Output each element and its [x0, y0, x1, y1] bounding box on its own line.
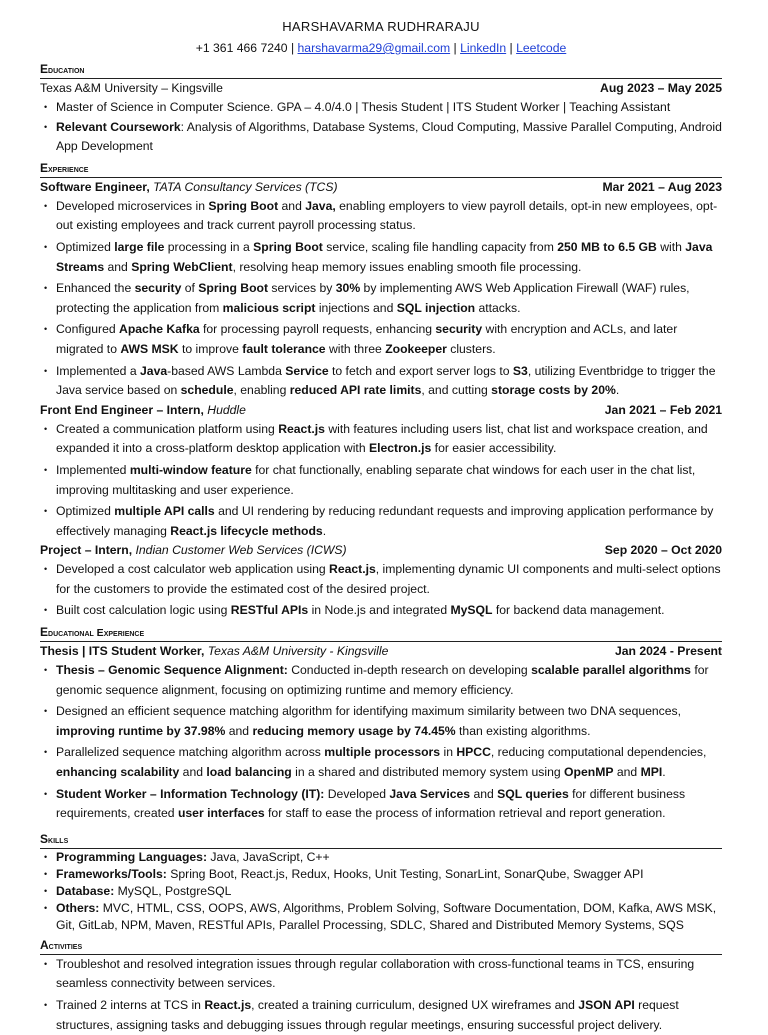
body-text: in Node.js and integrated [308, 603, 451, 618]
body-text: . [662, 765, 666, 780]
education-dates: Aug 2023 – May 2025 [600, 81, 722, 95]
emphasis-text: malicious script [222, 300, 316, 315]
body-text: -based AWS Lambda [167, 363, 286, 378]
body-text: by implementing AWS Web Application Firewall (WAF) rules, protecting the application from [56, 281, 690, 315]
emphasis-text: Database: [56, 883, 115, 898]
emphasis-text: OpenMP [564, 765, 614, 780]
body-text: services by [268, 281, 336, 296]
body-text: Configured [56, 322, 120, 337]
emphasis-text: fault tolerance [242, 341, 326, 356]
body-text: to fetch and export server logs to [328, 363, 513, 378]
education-bullets [40, 98, 722, 157]
list-item [40, 955, 722, 994]
list-item: • Relevant Coursework: Analysis of Algorithms, Database Systems, Cloud Computing, Massive Parallel Computing, Android App Development [40, 118, 722, 157]
emphasis-text: Spring WebClient [131, 259, 233, 274]
emphasis-text: RESTful APIs [230, 603, 309, 618]
body-text: Implemented [56, 462, 130, 477]
body-text: , implementing dynamic UI components and multi-select options for the customers to provide the estimated cost of the desired project. [56, 562, 721, 596]
list-item [40, 849, 722, 866]
emphasis-text: S3 [512, 363, 528, 378]
list-item: • Master of Science in Computer Science. GPA – 4.0/4.0 | Thesis Student | ITS Student Worker | Teaching Assistant [40, 98, 722, 118]
education-entry-header [40, 79, 722, 98]
school-name: Texas A&M University – Kingsville [40, 81, 223, 95]
body-text: Spring Boot, React.js, Redux, Hooks, Unit Testing, SonarLint, SonarQube, Swagger API [166, 866, 644, 881]
body-text: for genomic sequence alignment, focusing on optimizing runtime and memory efficiency. [56, 663, 709, 697]
list-item [40, 420, 722, 459]
list-item [40, 279, 722, 318]
list-item [40, 702, 722, 741]
body-text: processing in a [164, 239, 254, 254]
phone-number: +1 361 466 7240 [195, 41, 288, 55]
body-text: for processing payroll requests, enhancing [199, 322, 436, 337]
body-text: than existing algorithms. [455, 723, 591, 738]
emphasis-text: multi-window feature [129, 462, 252, 477]
emphasis-text: load balancing [206, 765, 292, 780]
section-skills-heading: Skills [40, 830, 722, 849]
list-item [40, 661, 722, 700]
list-item [40, 743, 722, 782]
body-text: with features including users list, chat list and workspace creation, and expanded it into a cross-platform desktop application with [56, 421, 708, 456]
role-header [40, 642, 722, 661]
list-item [40, 900, 722, 934]
company-name: TATA Consultancy Services (TCS) [153, 179, 338, 194]
body-text: in a shared and distributed memory system using [291, 765, 565, 780]
job-dates: Sep 2020 – Oct 2020 [604, 543, 722, 558]
body-text: request structures, assigning tasks and debugging issues through regular meetings, ensuring successful project delivery. [56, 998, 679, 1032]
emphasis-text: multiple API calls [114, 504, 215, 519]
body-text: with encryption and ACLs, and later migrated to [56, 322, 678, 356]
list-item [40, 320, 722, 359]
body-text: , enabling [233, 383, 290, 398]
emphasis-text: Frameworks/Tools: [56, 866, 167, 881]
emphasis-text: React.js [329, 562, 376, 577]
body-text: , resolving heap memory issues enabling smooth file processing. [232, 259, 582, 274]
body-text: for easier accessibility. [431, 441, 557, 456]
body-text: Trained 2 interns at TCS in [56, 998, 205, 1012]
job-bullets [40, 420, 722, 542]
list-item [40, 502, 722, 541]
body-text: , reducing computational dependencies, [490, 745, 707, 760]
body-text: for different business requirements, created [56, 786, 686, 821]
job-header [40, 541, 722, 560]
body-text: injections and [315, 300, 397, 315]
list-item [40, 362, 722, 401]
emphasis-text: Spring Boot [198, 281, 269, 296]
emphasis-text: enhancing scalability [56, 765, 180, 780]
section-educational-experience-heading: Educational Experience [40, 623, 722, 642]
job-title: Project – Intern, [40, 543, 136, 558]
job-dates: Jan 2021 – Feb 2021 [604, 402, 722, 417]
section-activities-heading: Activities [40, 936, 722, 955]
emphasis-text: Others: [56, 900, 100, 915]
emphasis-text: Java, [305, 198, 336, 213]
emphasis-text: user interfaces [177, 806, 265, 821]
emphasis-text: Programming Languages: [56, 849, 208, 864]
role-title: Thesis | ITS Student Worker, [40, 644, 208, 659]
role-dates: Jan 2024 - Present [614, 644, 722, 659]
body-text: and [278, 198, 306, 213]
body-text: , utilizing Eventbridge to trigger the Java service based on [56, 363, 716, 398]
email-link[interactable]: harshavarma29@gmail.com [297, 41, 451, 55]
list-item [40, 461, 722, 500]
body-text: enabling employers to view payroll details, opt-in new employees, opt-out existing employees and track current payroll processing status. [56, 198, 718, 233]
leetcode-link[interactable]: Leetcode [516, 41, 567, 55]
body-text: Conducted in-depth research on developing [287, 663, 532, 678]
body-text: Java, JavaScript, C++ [207, 849, 330, 864]
emphasis-text: Service [285, 363, 329, 378]
emphasis-text: storage costs by 20% [491, 383, 616, 398]
emphasis-text: Java Services [389, 786, 471, 801]
emphasis-text: SQL queries [497, 786, 569, 801]
emphasis-text: HPCC [456, 745, 491, 760]
body-text: , and cutting [421, 383, 492, 398]
body-text: . [615, 383, 620, 398]
emphasis-text: Spring Boot [253, 239, 323, 254]
emphasis-text: scalable parallel algorithms [531, 663, 691, 678]
body-text: , created a training curriculum, designed UX wireframes and [251, 998, 579, 1012]
list-item [40, 560, 722, 599]
job-header [40, 401, 722, 420]
linkedin-link[interactable]: LinkedIn [460, 41, 507, 55]
job-dates: Mar 2021 – Aug 2023 [602, 179, 722, 194]
body-text: and [225, 723, 253, 738]
job-header [40, 178, 722, 197]
emphasis-text: improving runtime by 37.98% [56, 723, 226, 738]
body-text: in [440, 745, 457, 760]
emphasis-text: multiple processors [324, 745, 441, 760]
body-text: with three [325, 341, 386, 356]
body-text: clusters. [446, 341, 496, 356]
emphasis-text: reducing memory usage by 74.45% [252, 723, 456, 738]
role-bullets [40, 661, 722, 824]
body-text: to improve [178, 341, 243, 356]
body-text: and [104, 259, 132, 274]
list-item [40, 996, 722, 1035]
company-name: Indian Customer Web Services (ICWS) [135, 543, 347, 558]
candidate-name: HARSHAVARMA RUDHRARAJU [282, 19, 480, 34]
list-item [40, 866, 722, 883]
body-text: for chat functionally, enabling separate chat windows for each user in the chat list, improving multitasking and user experience. [56, 462, 696, 497]
body-text: Designed an efficient sequence matching algorithm for identifying maximum similarity between two DNA sequences, [56, 704, 682, 719]
body-text: Enhanced the [56, 281, 135, 296]
body-text: Developed [324, 786, 390, 801]
body-text: with [656, 239, 686, 254]
emphasis-text: Java [140, 363, 168, 378]
job-title: Front End Engineer – Intern, [40, 402, 208, 417]
body-text: Optimized [56, 239, 115, 254]
emphasis-text: Java Streams [56, 239, 713, 274]
body-text: for staff to ease the process of information retrieval and report generation. [264, 806, 666, 821]
body-text: of [181, 281, 199, 296]
body-text: Developed a cost calculator web application using [56, 562, 330, 577]
list-item [40, 883, 722, 900]
activities-list [40, 955, 722, 1035]
resume-page [40, 16, 722, 1035]
emphasis-text: security [134, 281, 182, 296]
body-text: Developed microservices in [56, 198, 209, 213]
emphasis-text: Zookeeper [385, 341, 447, 356]
emphasis-text: React.js lifecycle methods [170, 523, 323, 538]
body-text: MySQL, PostgreSQL [114, 883, 232, 898]
company-name: Huddle [207, 402, 246, 417]
section-experience-heading: Experience [40, 159, 722, 178]
body-text: and [179, 765, 207, 780]
body-text: Optimized [56, 504, 115, 519]
job-bullets [40, 560, 722, 621]
job-title: Software Engineer, [40, 179, 154, 194]
body-text: Troubleshot and resolved integration issues through regular collaboration with cross-functional teams in TCS, ensuring seamless connectivity between services. [56, 956, 695, 991]
list-item [40, 197, 722, 236]
organization-name: Texas A&M University - Kingsville [207, 644, 389, 659]
body-text: for backend data management. [492, 603, 665, 618]
job-bullets [40, 197, 722, 401]
body-text: and [470, 786, 498, 801]
emphasis-text: Electron.js [368, 441, 432, 456]
list-item [40, 601, 722, 621]
section-education-heading: Education [40, 60, 722, 79]
emphasis-text: reduced API rate limits [289, 383, 422, 398]
emphasis-text: AWS MSK [120, 341, 179, 356]
list-item [40, 238, 722, 277]
body-text: Parallelized sequence matching algorithm across [56, 745, 325, 760]
emphasis-text: MPI [640, 765, 663, 780]
body-text: attacks. [475, 300, 521, 315]
emphasis-text: SQL injection [396, 300, 476, 315]
emphasis-text: JSON API [578, 998, 635, 1012]
emphasis-text: Apache Kafka [119, 322, 200, 337]
emphasis-text: MySQL [450, 603, 493, 618]
emphasis-text: schedule [180, 383, 234, 398]
body-text: service, scaling file handling capacity from [322, 239, 558, 254]
emphasis-text: large file [114, 239, 165, 254]
emphasis-text: 250 MB to 6.5 GB [557, 239, 657, 254]
body-text: and UI rendering by reducing redundant requests and improving application performance by effectively managing [56, 504, 714, 538]
list-item [40, 785, 722, 824]
emphasis-text: React.js [278, 421, 325, 436]
emphasis-text: 30% [335, 281, 361, 296]
emphasis-text: React.js [204, 998, 252, 1012]
contact-line: +1 361 466 7240 | harshavarma29@gmail.com | LinkedIn | Leetcode [195, 41, 567, 55]
skills-list [40, 849, 722, 934]
body-text: Created a communication platform using [56, 421, 279, 436]
body-text: Built cost calculation logic using [56, 603, 231, 618]
body-text: and [613, 765, 641, 780]
body-text: MVC, HTML, CSS, OOPS, AWS, Algorithms, Problem Solving, Software Documentation, DOM, Kafka, AWS MSK, Git, GitLab, NPM, Maven, RESTful APIs, Parallel Processing, SDLC, Shared and Distributed Memory Systems, SQS [56, 900, 717, 932]
emphasis-text: Spring Boot [208, 198, 279, 213]
body-text: Implemented a [56, 363, 141, 378]
emphasis-text: security [435, 322, 483, 337]
emphasis-text: Student Worker – Information Technology (IT): [56, 786, 325, 801]
emphasis-text: Thesis – Genomic Sequence Alignment: [56, 663, 288, 678]
body-text: . [322, 523, 327, 538]
